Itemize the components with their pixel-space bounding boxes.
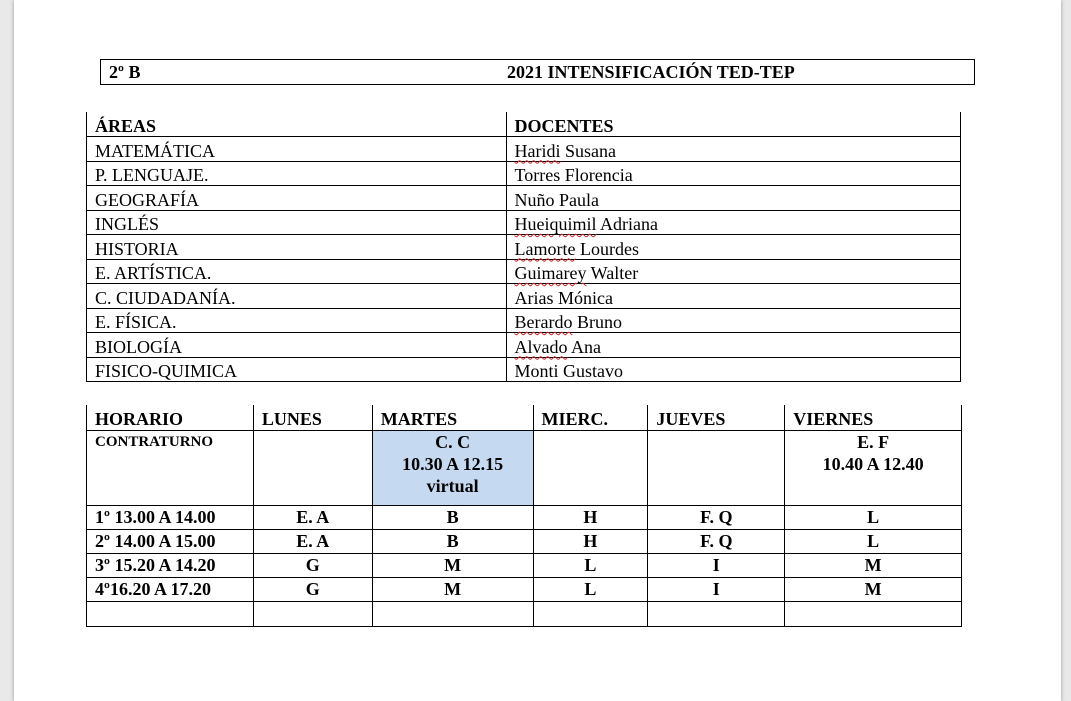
slot-subject-cell: F. Q — [648, 505, 785, 529]
slot-subject-cell: I — [648, 577, 785, 601]
contraturno-martes-line: C. C — [435, 431, 471, 452]
schedule-header-cell: LUNES — [253, 405, 372, 430]
schedule-header-row — [87, 405, 962, 430]
slot-subject-cell: M — [372, 553, 533, 577]
slot-subject-cell: B — [372, 505, 533, 529]
schedule-cell — [648, 430, 785, 505]
teacher-cell — [506, 161, 960, 186]
teacher-name: Susana — [560, 140, 616, 161]
slot-subject-cell: H — [533, 529, 648, 553]
staff-row — [87, 357, 961, 382]
staff-header-row — [87, 112, 961, 137]
staff-row — [87, 137, 961, 162]
teacher-cell — [506, 210, 960, 235]
teacher-name: Nuño Paula — [514, 189, 600, 210]
staff-row — [87, 186, 961, 211]
teacher-name: Lourdes — [575, 238, 639, 259]
schedule-table — [86, 405, 962, 627]
teacher-name: Walter — [586, 263, 639, 283]
teacher-cell — [506, 137, 960, 162]
teacher-cell — [506, 357, 960, 382]
document-title: 2021 INTENSIFICACIÓN TED-TEP — [507, 62, 795, 82]
schedule-cell — [372, 601, 533, 626]
teacher-name: Monti Gustavo — [514, 361, 624, 381]
slot-subject-cell: I — [648, 553, 785, 577]
area-cell: BIOLOGÍA — [87, 333, 507, 358]
course-label: 2º B — [109, 62, 141, 82]
staff-table — [86, 112, 961, 382]
area-cell: E. ARTÍSTICA. — [87, 259, 507, 284]
slot-time-cell: 2º 14.00 A 15.00 — [87, 529, 254, 553]
teacher-name: Adriana — [596, 214, 658, 234]
teacher-cell — [506, 259, 960, 284]
teacher-surname: Lamorte — [514, 238, 576, 259]
area-cell: E. FÍSICA. — [87, 308, 507, 333]
staff-row — [87, 161, 961, 186]
slot-row — [87, 553, 962, 577]
slot-subject-cell: L — [533, 577, 648, 601]
staff-row — [87, 308, 961, 333]
contraturno-martes-line: 10.30 A 12.15 — [402, 453, 504, 474]
slot-subject-cell: L — [533, 553, 648, 577]
area-cell: MATEMÁTICA — [87, 137, 507, 162]
contraturno-viernes-line: E. F — [857, 431, 890, 452]
teacher-surname: Guimarey — [514, 263, 587, 283]
teacher-surname: Haridi — [514, 140, 561, 161]
area-cell: C. CIUDADANÍA. — [87, 284, 507, 309]
slot-subject-cell: L — [785, 529, 962, 553]
area-cell: FISICO-QUIMICA — [87, 357, 507, 382]
contraturno-martes-cell — [372, 430, 533, 505]
schedule-header-cell: MARTES — [372, 405, 533, 430]
empty-row — [87, 601, 962, 626]
slot-subject-cell: H — [533, 505, 648, 529]
schedule-cell — [253, 430, 372, 505]
schedule-cell — [87, 601, 254, 626]
areas-header: ÁREAS — [87, 112, 507, 137]
teacher-name: Arias Mónica — [514, 287, 613, 308]
slot-subject-cell: G — [253, 553, 372, 577]
teacher-name: Bruno — [572, 312, 622, 332]
teacher-cell — [506, 186, 960, 211]
teacher-name: Torres Florencia — [514, 165, 633, 185]
staff-row — [87, 284, 961, 309]
staff-row — [87, 333, 961, 358]
slot-time-cell: 3º 15.20 A 14.20 — [87, 553, 254, 577]
slot-subject-cell: E. A — [253, 505, 372, 529]
slot-subject-cell: E. A — [253, 529, 372, 553]
slot-time-cell: 4º16.20 A 17.20 — [87, 577, 254, 601]
teacher-name: Ana — [567, 336, 602, 357]
teacher-surname: Berardo — [514, 312, 573, 332]
teacher-cell — [506, 333, 960, 358]
schedule-header-cell: VIERNES — [785, 405, 962, 430]
schedule-header-cell: MIERC. — [533, 405, 648, 430]
teacher-cell — [506, 235, 960, 260]
teacher-cell — [506, 284, 960, 309]
contraturno-martes-line: virtual — [426, 475, 479, 496]
slot-row — [87, 577, 962, 601]
slot-time-cell: 1º 13.00 A 14.00 — [87, 505, 254, 529]
slot-subject-cell: G — [253, 577, 372, 601]
staff-row — [87, 259, 961, 284]
slot-subject-cell: F. Q — [648, 529, 785, 553]
slot-row — [87, 505, 962, 529]
schedule-cell — [533, 430, 648, 505]
header-box — [100, 59, 975, 85]
slot-subject-cell: M — [785, 577, 962, 601]
staff-row — [87, 235, 961, 260]
area-cell: HISTORIA — [87, 235, 507, 260]
teacher-surname: Alvado — [514, 336, 568, 357]
slot-subject-cell: M — [372, 577, 533, 601]
slot-row — [87, 529, 962, 553]
teachers-header: DOCENTES — [506, 112, 960, 137]
teacher-cell — [506, 308, 960, 333]
schedule-cell — [785, 601, 962, 626]
area-cell: INGLÉS — [87, 210, 507, 235]
slot-subject-cell: L — [785, 505, 962, 529]
area-cell: P. LENGUAJE. — [87, 161, 507, 186]
contraturno-label: CONTRATURNO — [87, 430, 254, 505]
staff-row — [87, 210, 961, 235]
schedule-cell — [648, 601, 785, 626]
contraturno-row — [87, 430, 962, 505]
schedule-cell — [533, 601, 648, 626]
contraturno-viernes-line: 10.40 A 12.40 — [822, 453, 924, 474]
schedule-cell — [253, 601, 372, 626]
teacher-surname: Hueiquimil — [514, 214, 597, 234]
schedule-header-cell: JUEVES — [648, 405, 785, 430]
contraturno-viernes-cell — [785, 430, 962, 505]
schedule-header-cell: HORARIO — [87, 405, 254, 430]
area-cell: GEOGRAFÍA — [87, 186, 507, 211]
slot-subject-cell: M — [785, 553, 962, 577]
slot-subject-cell: B — [372, 529, 533, 553]
